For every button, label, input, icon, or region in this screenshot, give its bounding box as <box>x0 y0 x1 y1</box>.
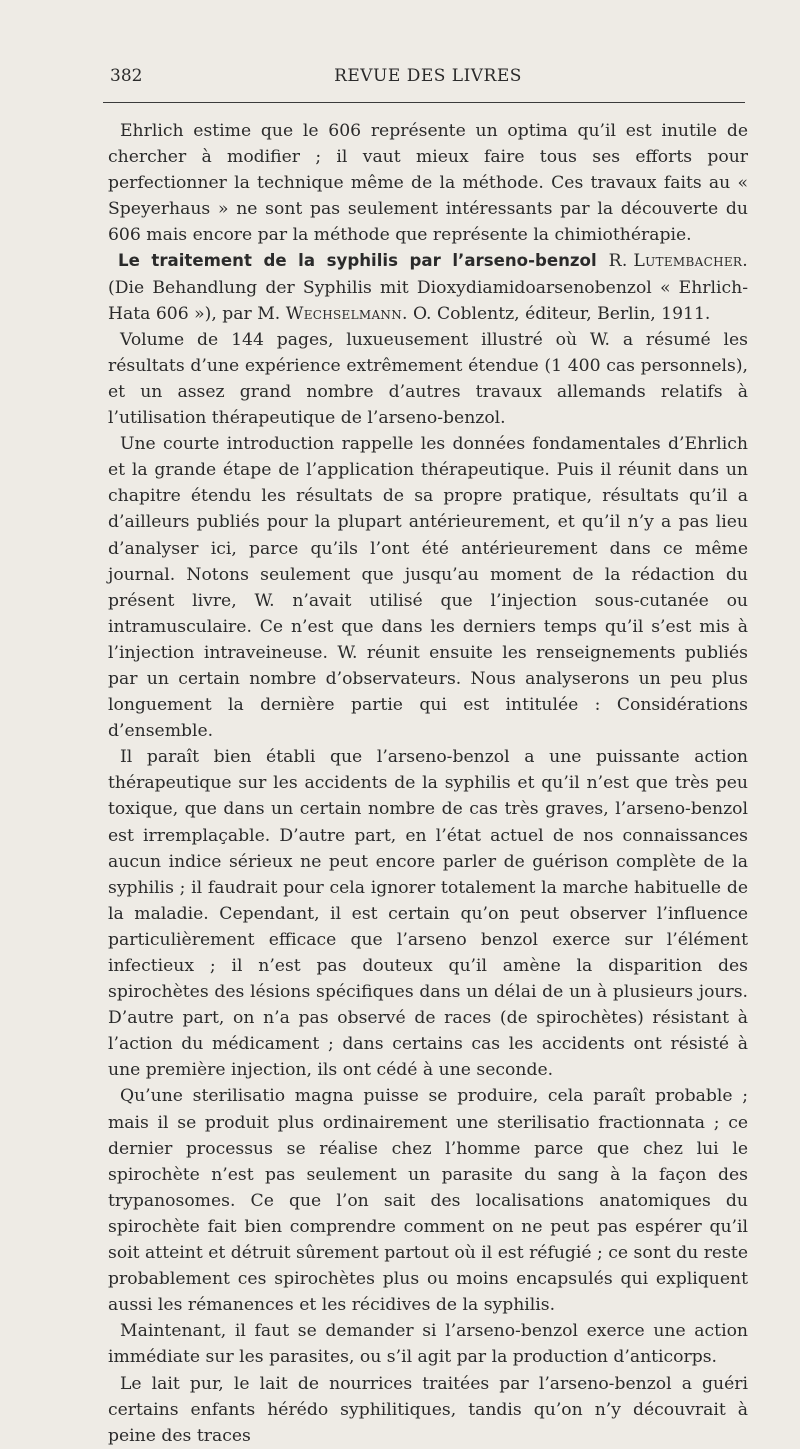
running-title: REVUE DES LIVRES <box>334 66 522 86</box>
paragraph: Il paraît bien établi que l’arseno-benzol a une puissante action thérapeutique sur les accidents de la syphilis et qu’il n’est que très peu toxique, que dans un certain nombre de cas très graves, l’arseno-benzol est irremplaçable. D’autre part, en l’état actuel de nos connaissances aucun indice sérieux ne peut encore parler de guérison complète de la syphilis ; il faudrait pour cela ignorer totalement la marche habituelle de la maladie. Cependant, il est certain qu’on peut observer l’influence particulièrement efficace que l’arseno benzol exerce sur l’élément infectieux ; il n’est pas douteux qu’il amène la disparition des spirochètes des lésions spécifiques dans un délai de un à plusieurs jours. D’autre part, on n’a pas observé de races (de spirochètes) résistant à l’action du médicament ; dans certains cas les accidents ont résisté à une première injection, ils ont cédé à une seconde. <box>108 747 748 1081</box>
header-rule <box>103 102 745 103</box>
paragraph: Maintenant, il faut se demander si l’arseno-benzol exerce une action immédiate sur les parasites, ou s’il agit par la production d’anticorps. <box>108 1321 748 1368</box>
book-details: (Die Behandlung der Syphilis mit Dioxydiamidoarsenobenzol « Ehrlich-Hata 606 »), par M. <box>108 277 748 324</box>
paragraph: Une courte introduction rappelle les données fondamentales d’Ehrlich et la grande étape de l’application thérapeutique. Puis il réunit dans un chapitre étendu les résultats de sa propre pratique, résultats qu’il a d’ailleurs publiés pour la plupart antérieurement, et qu’il n’y a pas lieu d’analyser ici, parce qu’ils l’ont été antérieurement dans ce même journal. Notons seulement que jusqu’au moment de la rédaction du présent livre, W. n’avait utilisé que l’injection sous-cutanée ou intramusculaire. Ce n’est que dans les derniers temps qu’il s’est mis à l’injection intraveineuse. W. réunit ensuite les renseignements publiés par un certain nombre d’observateurs. Nous analyserons un peu plus longuement la dernière partie qui est intitulée : Considérations d’ensemble. <box>108 434 748 742</box>
paragraph: Volume de 144 pages, luxueusement illustré où W. a résumé les résultats d’une expérience extrêmement étendue (1 400 cas personnels), et un assez grand nombre d’autres travaux allemands relatifs à l’utilisation thérapeutique de l’arseno-benzol. <box>108 329 748 429</box>
review-text <box>108 118 748 1449</box>
paragraph: Qu’une sterilisatio magna puisse se produire, cela paraît probable ; mais il se produit plus ordinairement une sterilisatio fractionnata ; ce dernier processus se réalise chez l’homme parce que chez lui le spirochète n’est pas seulement un parasite du sang à la façon des trypanosomes. Ce que l’on sait des localisations anatomiques du spirochète fait bien comprendre comment on ne peut pas espérer qu’il soit atteint et détruit sûrement partout où il est réfugié ; ce sont du reste probablement ces spirochètes plus ou moins encapsulés qui expliquent aussi les rémanences et les récidives de la syphilis. <box>108 1086 748 1316</box>
paragraph: Le lait pur, le lait de nourrices traitées par l’arseno-benzol a guéri certains enfants hérédo syphilitiques, tandis qu’on n’y découvrait à peine des traces <box>108 1373 748 1446</box>
book-title: Le traitement de la syphilis par l’arseno-benzol <box>118 251 597 271</box>
paragraph-text: Ehrlich estime que le 606 représente un optima qu’il est inutile de chercher à modifier ; il vaut mieux faire tous ses efforts pour perfectionner la technique même de la méthode. Ces travaux faits au « Speyerhaus » ne sont pas seulement intéressants par la découverte du 606 mais encore par la méthode que représente la chimiothérapie. <box>108 121 748 246</box>
book-publisher: . O. Coblentz, éditeur, Berlin, 1911. <box>402 303 711 324</box>
page-header <box>108 66 748 96</box>
page-number: 382 <box>110 66 143 86</box>
review-signature: R. Lutembacher. <box>608 251 748 272</box>
book-author: Wechselmann <box>285 303 403 324</box>
